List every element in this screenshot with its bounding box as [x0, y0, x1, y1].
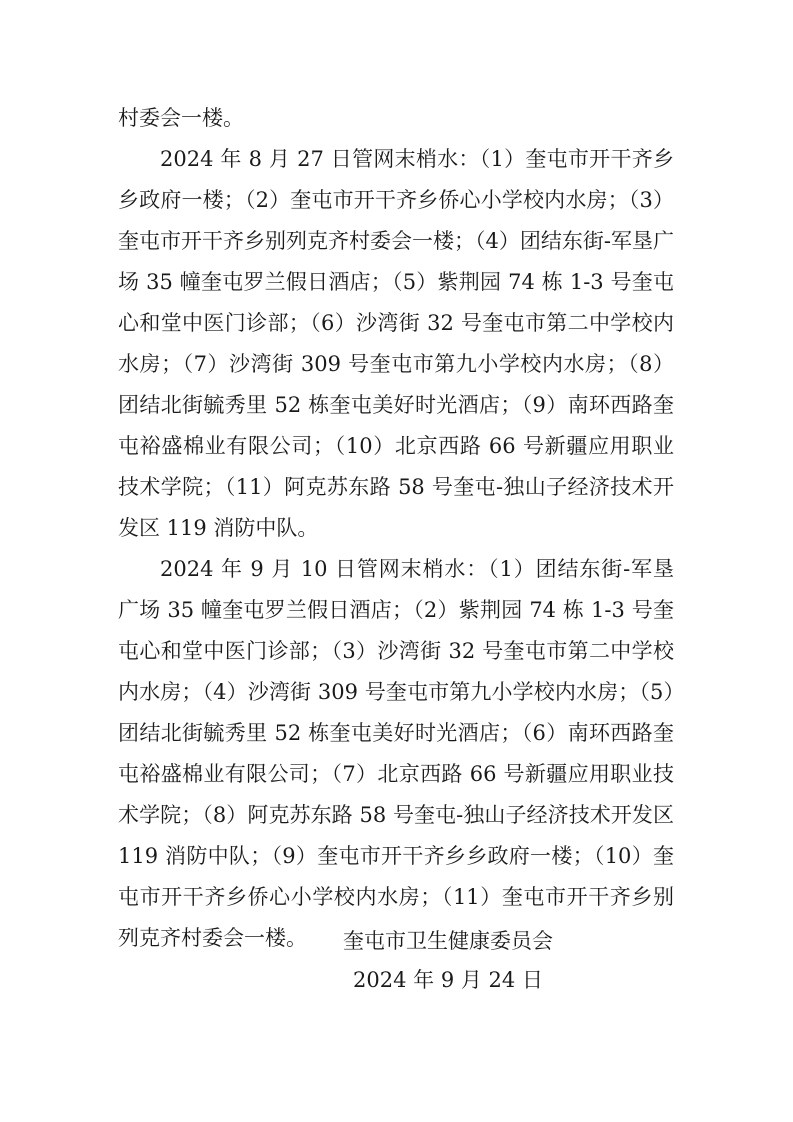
- sampling-date-sep-10: 2024 年 9 月 10 日管网末梢水：: [160, 557, 489, 581]
- sampling-paragraph-sep-10: [118, 549, 674, 959]
- sampling-locations-aug-27: （1）奎屯市开干齐乡乡政府一楼；（2）奎屯市开干齐乡侨心小学校内水房；（3）奎屯市开干齐乡别列克齐村委会一楼；（4）团结东街-军垦广场 35 幢奎屯罗兰假日酒店；（5）紫荆园 74 栋 1-3 号奎屯心和堂中医门诊部；（6）沙湾街 32 号奎屯市第二中学校内水房；（7）沙湾街 309 号奎屯市第九小学校内水房；（8）团结北街毓秀里 52 栋奎屯美好时光酒店；（9）南环西路奎屯裕盛棉业有限公司；（10）北京西路 66 号新疆应用职业技术学院；（11）阿克苏东路 58 号奎屯-独山子经济技术开发区 119 消防中队。: [118, 147, 674, 540]
- continuation-paragraph: [118, 98, 674, 139]
- sampling-date-aug-27: 2024 年 8 月 27 日管网末梢水：: [160, 147, 480, 171]
- document-body: [118, 98, 674, 959]
- signature-organization: 奎屯市卫生健康委员会: [343, 929, 553, 953]
- continuation-text: 村委会一楼。: [118, 106, 244, 130]
- sampling-locations-sep-10: （1）团结东街-军垦广场 35 幢奎屯罗兰假日酒店；（2）紫荆园 74 栋 1-3 号奎屯心和堂中医门诊部；（3）沙湾街 32 号奎屯市第二中学校内水房；（4）沙湾街 309 号奎屯市第九小学校内水房；（5）团结北街毓秀里 52 栋奎屯美好时光酒店；（6）南环西路奎屯裕盛棉业有限公司；（7）北京西路 66 号新疆应用职业技术学院；（8）阿克苏东路 58 号奎屯-独山子经济技术开发区 119 消防中队；（9）奎屯市开干齐乡乡政府一楼；（10）奎屯市开干齐乡侨心小学校内水房；（11）奎屯市开干齐乡别列克齐村委会一楼。: [118, 557, 674, 950]
- signature-date: 2024 年 9 月 24 日: [353, 968, 543, 992]
- sampling-paragraph-aug-27: [118, 139, 674, 549]
